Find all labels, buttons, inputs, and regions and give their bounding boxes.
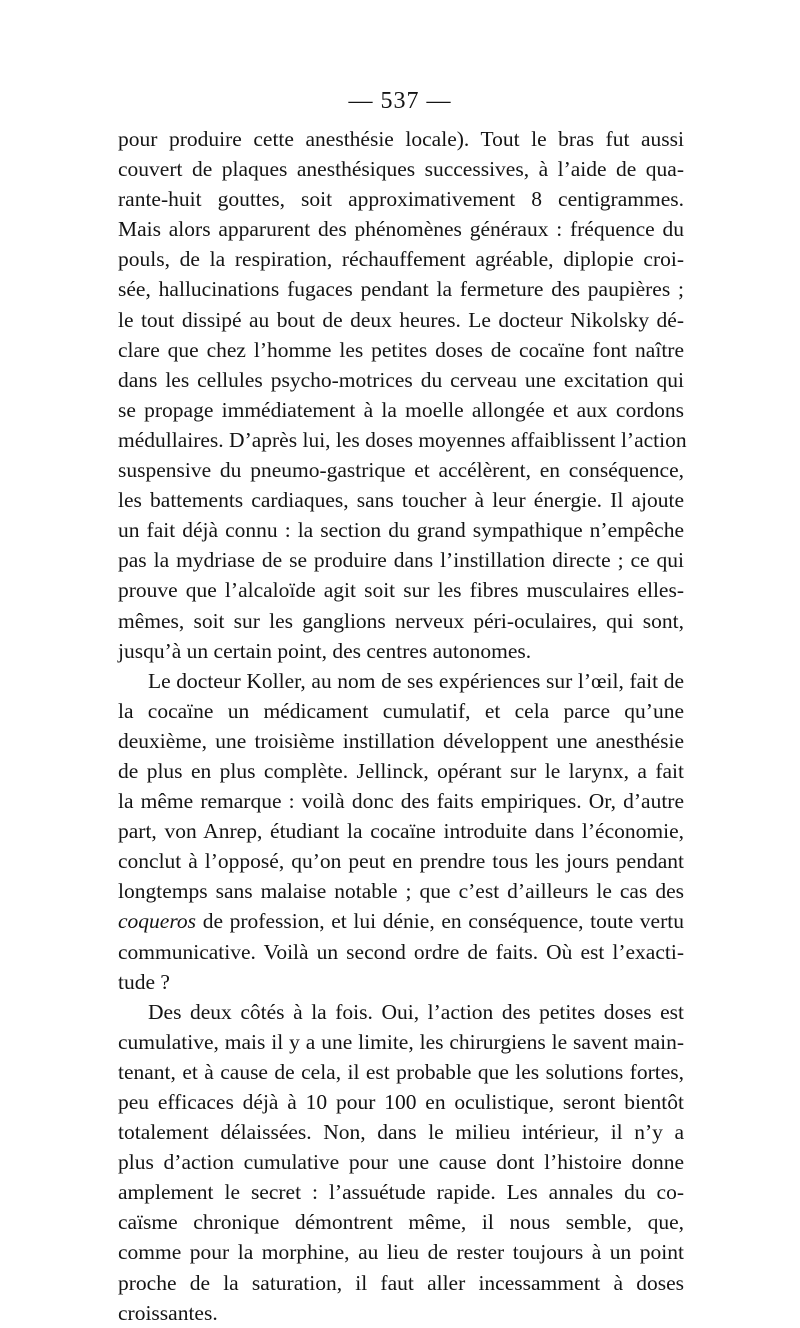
- text-line: dans les cellules psycho-motrices du cerveau une excitation qui: [118, 367, 684, 392]
- text-line: sée, hallucinations fugaces pendant la fermeture des paupières ;: [118, 277, 684, 302]
- text-line: se propage immédiatement à la moelle allongée et aux cordons: [118, 397, 684, 422]
- text-line: le tout dissipé au bout de deux heures. Le docteur Nikolsky dé-: [118, 307, 684, 332]
- text-line: croissantes.: [118, 1300, 218, 1325]
- text-line: suspensive du pneumo-gastrique et accélèrent, en conséquence,: [118, 458, 684, 483]
- italic-word: coqueros: [118, 909, 197, 934]
- text-line: Mais alors apparurent des phénomènes généraux : fréquence du: [118, 217, 684, 242]
- text-line: la même remarque : voilà donc des faits empiriques. Or, d’autre: [118, 789, 684, 814]
- text-line: coqueros de profession, et lui dénie, en conséquence, toute vertu: [118, 909, 684, 934]
- text-line: amplement le secret : l’assuétude rapide. Les annales du co-: [118, 1180, 684, 1205]
- text-line: pouls, de la respiration, réchauffement agréable, diplopie croi-: [118, 247, 684, 272]
- text-line: jusqu’à un certain point, des centres autonomes.: [118, 638, 532, 663]
- text-line: la cocaïne un médicament cumulatif, et cela parce qu’une: [118, 698, 684, 723]
- text-line: totalement délaissées. Non, dans le milieu intérieur, il n’y a: [118, 1120, 684, 1145]
- text-line: comme pour la morphine, au lieu de rester toujours à un point: [118, 1240, 684, 1265]
- text-line: mêmes, soit sur les ganglions nerveux péri-oculaires, qui sont,: [118, 608, 684, 633]
- text-line: couvert de plaques anesthésiques successives, à l’aide de qua-: [118, 157, 684, 182]
- text-line: médullaires. D’après lui, les doses moyennes affaiblissent l’action: [118, 427, 687, 452]
- text-line: clare que chez l’homme les petites doses de cocaïne font naître: [118, 337, 684, 362]
- text-line: longtemps sans malaise notable ; que c’est d’ailleurs le cas des: [118, 879, 684, 904]
- page-number: — 537 —: [348, 88, 452, 114]
- text-line: caïsme chronique démontrent même, il nous semble, que,: [118, 1210, 684, 1235]
- text-line: un fait déjà connu : la section du grand sympathique n’empêche: [118, 518, 684, 543]
- text-line: peu efficaces déjà à 10 pour 100 en oculistique, seront bientôt: [118, 1090, 684, 1114]
- text-line: communicative. Voilà un second ordre de faits. Où est l’exacti-: [118, 939, 684, 964]
- text-line: prouve que l’alcaloïde agit soit sur les fibres musculaires elles-: [118, 578, 684, 603]
- text-line: tenant, et à cause de cela, il est probable que les solutions fortes,: [118, 1059, 684, 1084]
- text-line: proche de la saturation, il faut aller incessamment à doses: [118, 1270, 684, 1295]
- text-line: tude ?: [118, 969, 170, 994]
- text-line: Le docteur Koller, au nom de ses expériences sur l’œil, fait de: [148, 668, 684, 693]
- text-line: part, von Anrep, étudiant la cocaïne introduite dans l’économie,: [118, 819, 684, 844]
- text-line: plus d’action cumulative pour une cause dont l’histoire donne: [118, 1150, 684, 1175]
- text-line: Des deux côtés à la fois. Oui, l’action des petites doses est: [148, 999, 684, 1024]
- text-line: conclut à l’opposé, qu’on peut en prendre tous les jours pendant: [118, 849, 684, 874]
- text-line: de plus en plus complète. Jellinck, opérant sur le larynx, a fait: [118, 758, 684, 783]
- text-line: pas la mydriase de se produire dans l’instillation directe ; ce qui: [118, 548, 684, 573]
- text-line: rante-huit gouttes, soit approximativement 8 centigrammes.: [118, 187, 684, 212]
- text-line: les battements cardiaques, sans toucher à leur énergie. Il ajoute: [118, 488, 684, 513]
- body-text: [118, 124, 687, 1328]
- text-line: cumulative, mais il y a une limite, les chirurgiens le savent main-: [118, 1029, 684, 1054]
- text-line: deuxième, une troisième instillation développent une anesthésie: [118, 728, 684, 753]
- text-line: pour produire cette anesthésie locale). Tout le bras fut aussi: [118, 127, 684, 151]
